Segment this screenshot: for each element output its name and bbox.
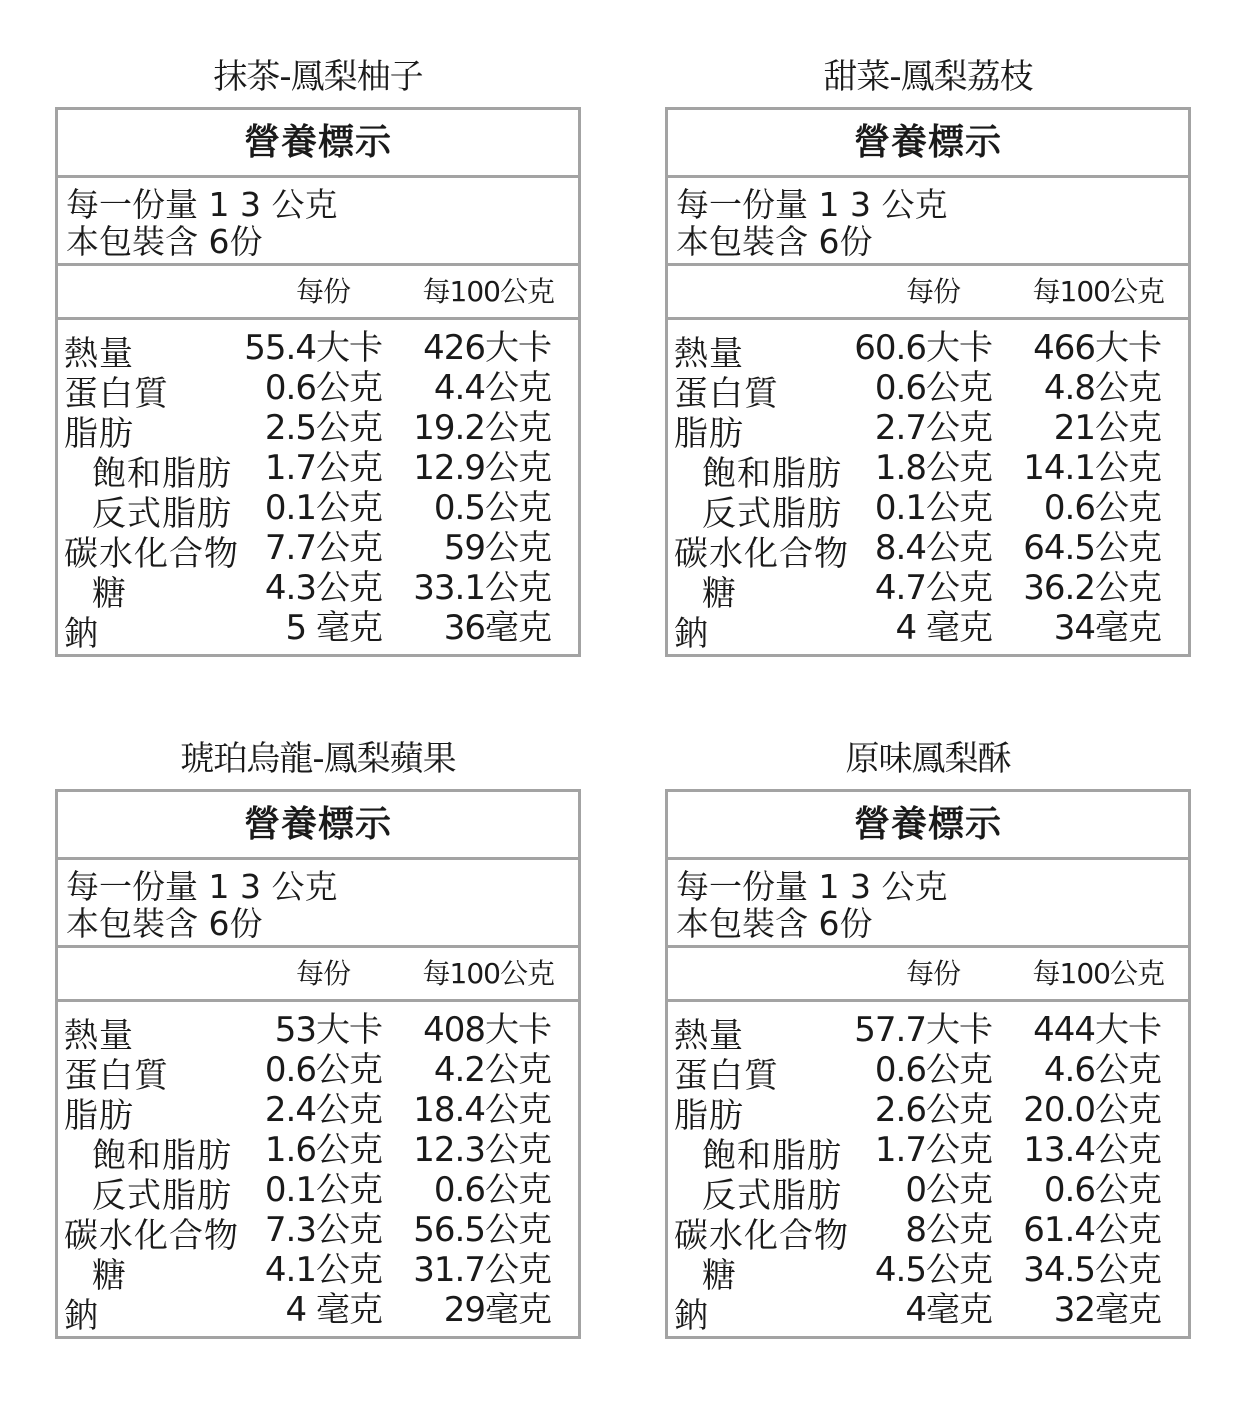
serving-size: 每一份量 1 3 公克 xyxy=(676,867,948,906)
value-per-100g: 33.1公克 xyxy=(413,568,551,608)
nutrient-name: 蛋白質 xyxy=(674,374,779,414)
value-per-100g: 12.3公克 xyxy=(413,1130,551,1170)
nutrient-row xyxy=(58,568,578,614)
nutrient-row xyxy=(58,528,578,574)
servings-per-package: 本包裝含 6份 xyxy=(66,222,263,261)
nutrition-label xyxy=(55,789,581,1339)
nutrient-name: 熱量 xyxy=(674,1016,744,1056)
nutrient-table xyxy=(58,1002,578,1336)
nutrient-name: 碳水化合物 xyxy=(674,1216,849,1256)
nutrient-name: 糖 xyxy=(92,1256,127,1296)
nutrient-row xyxy=(58,1250,578,1296)
nutrient-name: 鈉 xyxy=(64,614,99,654)
value-per-100g: 0.5公克 xyxy=(433,488,551,528)
nutrient-row xyxy=(58,368,578,414)
col-per-serving: 每份 xyxy=(905,275,960,308)
value-per-100g: 29毫克 xyxy=(443,1290,551,1330)
value-per-100g: 0.6公克 xyxy=(433,1170,551,1210)
value-per-serving: 60.6大卡 xyxy=(854,328,992,368)
nutrient-name: 反式脂肪 xyxy=(92,494,232,534)
nutrient-name: 蛋白質 xyxy=(64,374,169,414)
nutrient-row xyxy=(668,1130,1188,1176)
value-per-serving: 0公克 xyxy=(905,1170,992,1210)
nutrient-name: 鈉 xyxy=(674,1296,709,1336)
value-per-serving: 8.4公克 xyxy=(874,528,992,568)
value-per-serving: 2.5公克 xyxy=(264,408,382,448)
value-per-100g: 4.4公克 xyxy=(433,368,551,408)
col-per-100g: 每100公克 xyxy=(422,275,554,308)
nutrient-name: 脂肪 xyxy=(674,414,744,454)
value-per-100g: 4.2公克 xyxy=(433,1050,551,1090)
nutrient-row xyxy=(58,488,578,534)
nutrient-name: 糖 xyxy=(702,574,737,614)
value-per-serving: 0.6公克 xyxy=(264,368,382,408)
nutrient-name: 糖 xyxy=(702,1256,737,1296)
value-per-serving: 2.6公克 xyxy=(874,1090,992,1130)
label-header: 營養標示 xyxy=(58,792,578,860)
value-per-serving: 0.1公克 xyxy=(264,1170,382,1210)
nutrient-row xyxy=(58,328,578,374)
value-per-100g: 408大卡 xyxy=(423,1010,551,1050)
nutrient-name: 反式脂肪 xyxy=(702,494,842,534)
value-per-serving: 0.1公克 xyxy=(874,488,992,528)
col-per-100g: 每100公克 xyxy=(1032,957,1164,990)
nutrient-row xyxy=(668,528,1188,574)
nutrient-row xyxy=(58,1290,578,1336)
panel-original-pineapple-cake xyxy=(665,737,1191,1339)
label-header: 營養標示 xyxy=(58,110,578,178)
value-per-serving: 4.7公克 xyxy=(874,568,992,608)
nutrient-name: 反式脂肪 xyxy=(92,1176,232,1216)
column-headers xyxy=(668,948,1188,1002)
nutrient-row xyxy=(668,488,1188,534)
serving-info xyxy=(668,860,1188,948)
nutrient-row xyxy=(58,1130,578,1176)
nutrient-row xyxy=(668,568,1188,614)
serving-size: 每一份量 1 3 公克 xyxy=(66,185,338,224)
nutrient-name: 碳水化合物 xyxy=(674,534,849,574)
value-per-serving: 0.6公克 xyxy=(264,1050,382,1090)
value-per-serving: 5 毫克 xyxy=(285,608,382,648)
nutrient-name: 反式脂肪 xyxy=(702,1176,842,1216)
value-per-serving: 4 毫克 xyxy=(285,1290,382,1330)
value-per-serving: 1.7公克 xyxy=(264,448,382,488)
nutrient-name: 飽和脂肪 xyxy=(92,1136,232,1176)
label-header: 營養標示 xyxy=(668,792,1188,860)
nutrient-name: 飽和脂肪 xyxy=(702,454,842,494)
nutrient-row xyxy=(668,1170,1188,1216)
value-per-serving: 4.3公克 xyxy=(264,568,382,608)
value-per-100g: 21公克 xyxy=(1053,408,1161,448)
nutrient-row xyxy=(668,328,1188,374)
nutrient-row xyxy=(668,1010,1188,1056)
nutrient-row xyxy=(668,1090,1188,1136)
nutrient-row xyxy=(58,1050,578,1096)
value-per-100g: 61.4公克 xyxy=(1023,1210,1161,1250)
value-per-100g: 64.5公克 xyxy=(1023,528,1161,568)
nutrition-label xyxy=(665,107,1191,657)
nutrient-row xyxy=(668,368,1188,414)
value-per-serving: 4.1公克 xyxy=(264,1250,382,1290)
value-per-100g: 20.0公克 xyxy=(1023,1090,1161,1130)
label-header: 營養標示 xyxy=(668,110,1188,178)
nutrient-row xyxy=(668,448,1188,494)
product-title: 甜菜-鳳梨荔枝 xyxy=(823,57,1033,97)
value-per-serving: 1.8公克 xyxy=(874,448,992,488)
nutrient-name: 飽和脂肪 xyxy=(92,454,232,494)
nutrient-name: 蛋白質 xyxy=(674,1056,779,1096)
value-per-100g: 36.2公克 xyxy=(1023,568,1161,608)
value-per-100g: 36毫克 xyxy=(443,608,551,648)
nutrient-row xyxy=(58,608,578,654)
serving-info xyxy=(58,178,578,266)
value-per-serving: 0.6公克 xyxy=(874,368,992,408)
product-title: 抹茶-鳳梨柚子 xyxy=(213,57,423,97)
value-per-serving: 2.4公克 xyxy=(264,1090,382,1130)
nutrient-name: 飽和脂肪 xyxy=(702,1136,842,1176)
value-per-serving: 55.4大卡 xyxy=(244,328,382,368)
value-per-100g: 14.1公克 xyxy=(1023,448,1161,488)
value-per-serving: 4 毫克 xyxy=(895,608,992,648)
nutrient-table xyxy=(668,320,1188,654)
serving-info xyxy=(668,178,1188,266)
value-per-100g: 56.5公克 xyxy=(413,1210,551,1250)
nutrient-name: 碳水化合物 xyxy=(64,1216,239,1256)
col-per-serving: 每份 xyxy=(295,957,350,990)
value-per-serving: 1.7公克 xyxy=(874,1130,992,1170)
nutrient-row xyxy=(58,1170,578,1216)
value-per-serving: 57.7大卡 xyxy=(854,1010,992,1050)
nutrient-name: 蛋白質 xyxy=(64,1056,169,1096)
servings-per-package: 本包裝含 6份 xyxy=(676,904,873,943)
column-headers xyxy=(668,266,1188,320)
column-headers xyxy=(58,948,578,1002)
column-headers xyxy=(58,266,578,320)
col-per-serving: 每份 xyxy=(905,957,960,990)
nutrient-name: 脂肪 xyxy=(64,414,134,454)
nutrient-table xyxy=(668,1002,1188,1336)
nutrient-row xyxy=(668,1210,1188,1256)
nutrient-row xyxy=(58,408,578,454)
value-per-100g: 12.9公克 xyxy=(413,448,551,488)
value-per-100g: 0.6公克 xyxy=(1043,1170,1161,1210)
value-per-100g: 34毫克 xyxy=(1053,608,1161,648)
nutrient-row xyxy=(58,1010,578,1056)
nutrient-table xyxy=(58,320,578,654)
value-per-serving: 53大卡 xyxy=(274,1010,382,1050)
value-per-100g: 31.7公克 xyxy=(413,1250,551,1290)
nutrient-name: 碳水化合物 xyxy=(64,534,239,574)
nutrient-name: 鈉 xyxy=(64,1296,99,1336)
nutrient-name: 糖 xyxy=(92,574,127,614)
value-per-100g: 4.8公克 xyxy=(1043,368,1161,408)
value-per-100g: 32毫克 xyxy=(1053,1290,1161,1330)
nutrient-name: 脂肪 xyxy=(64,1096,134,1136)
value-per-100g: 18.4公克 xyxy=(413,1090,551,1130)
value-per-serving: 8公克 xyxy=(905,1210,992,1250)
product-title: 琥珀烏龍-鳳梨蘋果 xyxy=(180,739,456,779)
value-per-serving: 0.6公克 xyxy=(874,1050,992,1090)
value-per-100g: 426大卡 xyxy=(423,328,551,368)
nutrient-name: 熱量 xyxy=(64,1016,134,1056)
col-per-100g: 每100公克 xyxy=(422,957,554,990)
serving-size: 每一份量 1 3 公克 xyxy=(66,867,338,906)
col-per-100g: 每100公克 xyxy=(1032,275,1164,308)
value-per-100g: 444大卡 xyxy=(1033,1010,1161,1050)
value-per-serving: 7.7公克 xyxy=(264,528,382,568)
nutrient-row xyxy=(58,448,578,494)
nutrition-label xyxy=(55,107,581,657)
serving-size: 每一份量 1 3 公克 xyxy=(676,185,948,224)
servings-per-package: 本包裝含 6份 xyxy=(676,222,873,261)
panel-beet-pineapple-lychee xyxy=(665,55,1191,657)
servings-per-package: 本包裝含 6份 xyxy=(66,904,263,943)
nutrient-name: 鈉 xyxy=(674,614,709,654)
value-per-serving: 2.7公克 xyxy=(874,408,992,448)
nutrient-name: 熱量 xyxy=(674,334,744,374)
nutrient-row xyxy=(668,608,1188,654)
product-title: 原味鳳梨酥 xyxy=(845,739,1011,779)
serving-info xyxy=(58,860,578,948)
value-per-serving: 0.1公克 xyxy=(264,488,382,528)
nutrient-row xyxy=(668,408,1188,454)
nutrient-row xyxy=(668,1050,1188,1096)
nutrient-row xyxy=(58,1210,578,1256)
nutrient-name: 脂肪 xyxy=(674,1096,744,1136)
nutrient-row xyxy=(58,1090,578,1136)
value-per-100g: 4.6公克 xyxy=(1043,1050,1161,1090)
value-per-100g: 59公克 xyxy=(443,528,551,568)
col-per-serving: 每份 xyxy=(295,275,350,308)
value-per-100g: 34.5公克 xyxy=(1023,1250,1161,1290)
panel-amber-oolong-pineapple-apple xyxy=(55,737,581,1339)
nutrient-name: 熱量 xyxy=(64,334,134,374)
nutrient-row xyxy=(668,1250,1188,1296)
value-per-100g: 0.6公克 xyxy=(1043,488,1161,528)
panel-matcha-pineapple-yuzu xyxy=(55,55,581,657)
value-per-100g: 13.4公克 xyxy=(1023,1130,1161,1170)
nutrient-row xyxy=(668,1290,1188,1336)
value-per-serving: 4.5公克 xyxy=(874,1250,992,1290)
value-per-100g: 466大卡 xyxy=(1033,328,1161,368)
value-per-serving: 4毫克 xyxy=(905,1290,992,1330)
value-per-100g: 19.2公克 xyxy=(413,408,551,448)
value-per-serving: 1.6公克 xyxy=(264,1130,382,1170)
value-per-serving: 7.3公克 xyxy=(264,1210,382,1250)
nutrition-label xyxy=(665,789,1191,1339)
